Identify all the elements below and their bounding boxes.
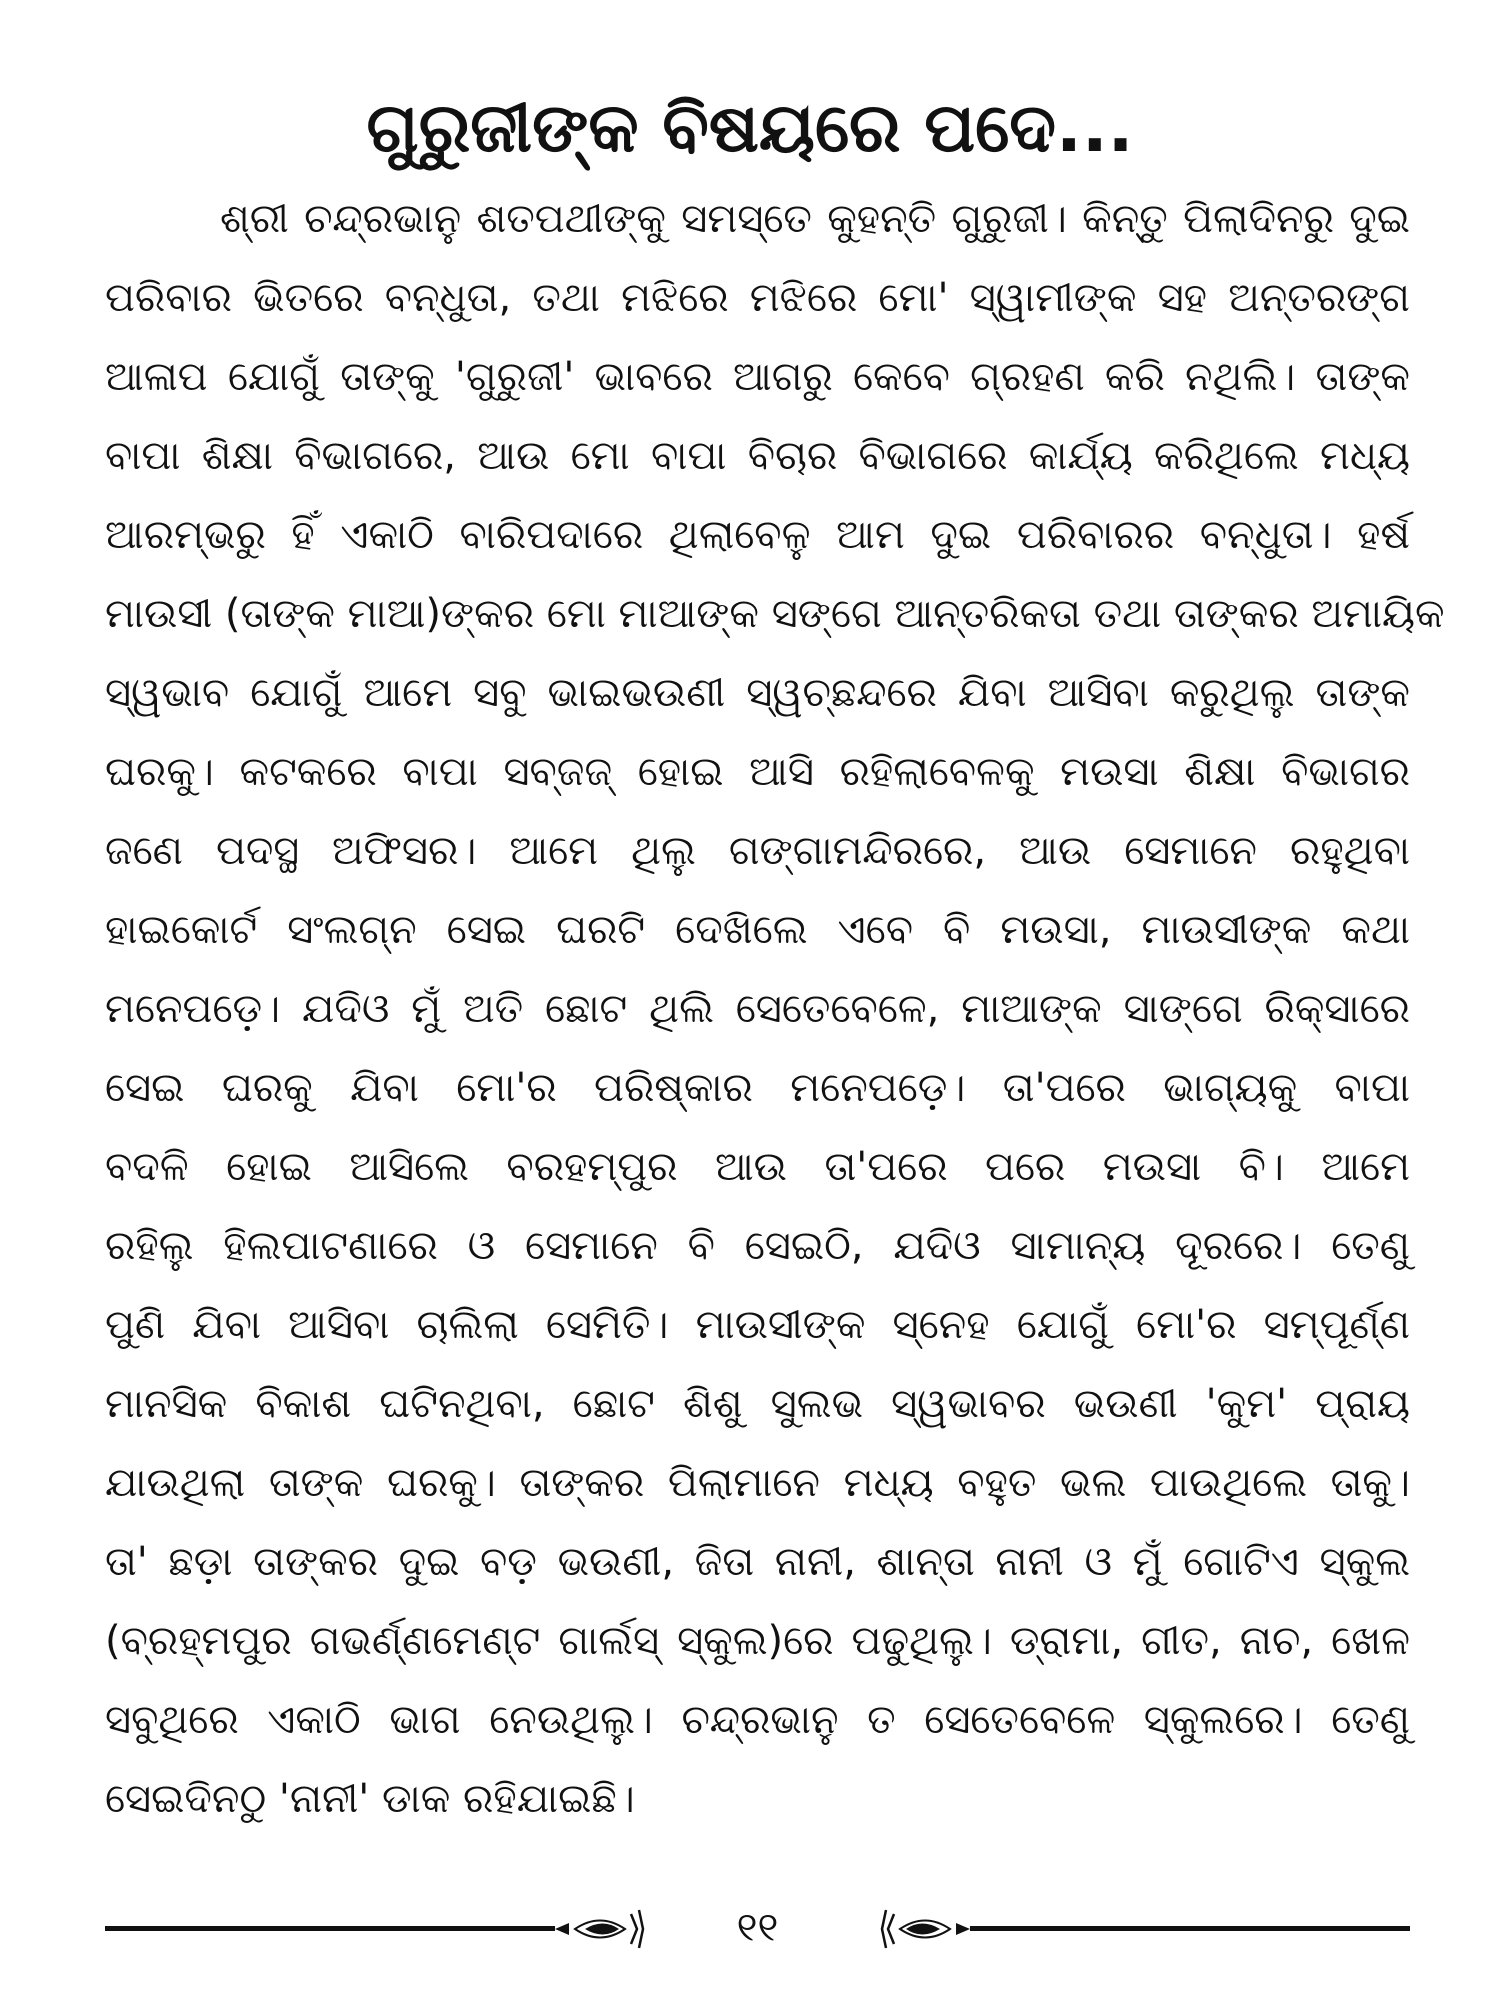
text-line: ପରିବାର ଭିତରେ ବନ୍ଧୁତା, ତଥା ମଝିରେ ମଝିରେ ମୋ' ସ୍ୱାମୀଙ୍କ ସହ ଅନ୍ତରଙ୍ଗ bbox=[105, 275, 1410, 321]
text-line: ତା' ଛଡ଼ା ତାଙ୍କର ଦୁଇ ବଡ଼ ଭଉଣୀ, ଜିତା ନାନୀ, ଶାନ୍ତା ନାନୀ ଓ ମୁଁ ଗୋଟିଏ ସ୍କୁଲ bbox=[105, 1539, 1410, 1585]
text-line: ସେଇଦିନଠୁ 'ନାନୀ' ଡାକ ରହିଯାଇଛି। bbox=[105, 1776, 635, 1822]
text-line: ମାଉସୀ (ତାଙ୍କ ମାଆ)ଙ୍କର ମୋ ମାଆଙ୍କ ସଙ୍ଗେ ଆନ୍ତରିକତା ତଥା ତାଙ୍କର ଅମାୟିକ bbox=[105, 591, 1445, 637]
ornament-right-icon bbox=[860, 1908, 970, 1950]
text-line: ପୁଣି ଯିବା ଆସିବା ଚାଲିଲା ସେମିତି। ମାଉସୀଙ୍କ ସ୍ନେହ ଯୋଗୁଁ ମୋ'ର ସମ୍ପୂର୍ଣ୍ଣ bbox=[105, 1302, 1410, 1348]
text-line: ମାନସିକ ବିକାଶ ଘଟିନଥିବା, ଛୋଟ ଶିଶୁ ସୁଲଭ ସ୍ୱଭାବର ଭଉଣୀ 'କୁମ' ପ୍ରାୟ bbox=[105, 1381, 1410, 1427]
text-line: ଆଳାପ ଯୋଗୁଁ ତାଙ୍କୁ 'ଗୁରୁଜୀ' ଭାବରେ ଆଗରୁ କେବେ ଗ୍ରହଣ କରି ନଥିଲି। ତାଙ୍କ bbox=[105, 354, 1410, 400]
text-line: ରହିଲୁ ହିଲପାଟଣାରେ ଓ ସେମାନେ ବି ସେଇଠି, ଯଦିଓ ସାମାନ୍ୟ ଦୂରରେ। ତେଣୁ bbox=[105, 1223, 1410, 1269]
text-line: ସ୍ୱଭାବ ଯୋଗୁଁ ଆମେ ସବୁ ଭାଇଭଉଣୀ ସ୍ୱଚ୍ଛନ୍ଦରେ ଯିବା ଆସିବା କରୁଥିଲୁ ତାଙ୍କ bbox=[105, 670, 1410, 716]
body-text bbox=[105, 180, 1445, 1839]
text-line: ଶ୍ରୀ ଚନ୍ଦ୍ରଭାନୁ ଶତପଥୀଙ୍କୁ ସମସ୍ତେ କୁହନ୍ତି ଗୁରୁଜୀ। କିନ୍ତୁ ପିଲାଦିନରୁ ଦୁଇ bbox=[220, 196, 1410, 242]
page-number: ୧୧ bbox=[736, 1905, 779, 1951]
page-footer bbox=[105, 1900, 1410, 1956]
text-line: ସେଇ ଘରକୁ ଯିବା ମୋ'ର ପରିଷ୍କାର ମନେପଡ଼େ। ତା'ପରେ ଭାଗ୍ୟକୁ ବାପା bbox=[105, 1065, 1410, 1111]
page-title: ଗୁରୁଜୀଙ୍କ ବିଷୟରେ ପଦେ... bbox=[366, 88, 1134, 168]
text-line: ମନେପଡ଼େ। ଯଦିଓ ମୁଁ ଅତି ଛୋଟ ଥିଲି ସେତେବେଳେ, ମାଆଙ୍କ ସାଙ୍ଗେ ରିକ୍ସାରେ bbox=[105, 986, 1410, 1032]
text-line: ବଦଳି ହୋଇ ଆସିଲେ ବରହମ୍ପୁର ଆଉ ତା'ପରେ ପରେ ମଉସା ବି। ଆମେ bbox=[105, 1144, 1410, 1190]
text-line: ଯାଉଥିଲା ତାଙ୍କ ଘରକୁ। ତାଙ୍କର ପିଲାମାନେ ମଧ୍ୟ ବହୁତ ଭଲ ପାଉଥିଲେ ତାକୁ। bbox=[105, 1460, 1410, 1506]
text-line: ଆରମ୍ଭରୁ ହିଁ ଏକାଠି ବାରିପଦାରେ ଥିଲାବେଳୁ ଆମ ଦୁଇ ପରିବାରର ବନ୍ଧୁତା। ହର୍ଷ bbox=[105, 512, 1410, 558]
footer-rule-right bbox=[970, 1926, 1410, 1931]
text-line: ଜଣେ ପଦସ୍ଥ ଅଫିସର। ଆମେ ଥିଲୁ ଗଙ୍ଗାମନ୍ଦିରରେ, ଆଉ ସେମାନେ ରହୁଥିବା bbox=[105, 828, 1410, 874]
text-line: ଘରକୁ। କଟକରେ ବାପା ସବ୍‌ଜଜ୍ ହୋଇ ଆସି ରହିଲାବେଳକୁ ମଉସା ଶିକ୍ଷା ବିଭାଗର bbox=[105, 749, 1410, 795]
text-line: ହାଇକୋର୍ଟ ସଂଲଗ୍ନ ସେଇ ଘରଟି ଦେଖିଲେ ଏବେ ବି ମଉସା, ମାଉସୀଙ୍କ କଥା bbox=[105, 907, 1410, 953]
text-line: (ବ୍ରହ୍ମପୁର ଗଭର୍ଣ୍ଣମେଣ୍ଟ ଗାର୍ଲସ୍ ସ୍କୁଲ)ରେ ପଢୁଥିଲୁ। ଡ୍ରାମା, ଗୀତ, ନାଚ, ଖେଳ bbox=[105, 1618, 1410, 1664]
text-line: ବାପା ଶିକ୍ଷା ବିଭାଗରେ, ଆଉ ମୋ ବାପା ବିଚାର ବିଭାଗରେ କାର୍ଯ୍ୟ କରିଥିଲେ ମଧ୍ୟ bbox=[105, 433, 1410, 479]
text-line: ସବୁଥିରେ ଏକାଠି ଭାଗ ନେଉଥିଲୁ। ଚନ୍ଦ୍ରଭାନୁ ତ ସେତେବେଳେ ସ୍କୁଲରେ। ତେଣୁ bbox=[105, 1697, 1410, 1743]
